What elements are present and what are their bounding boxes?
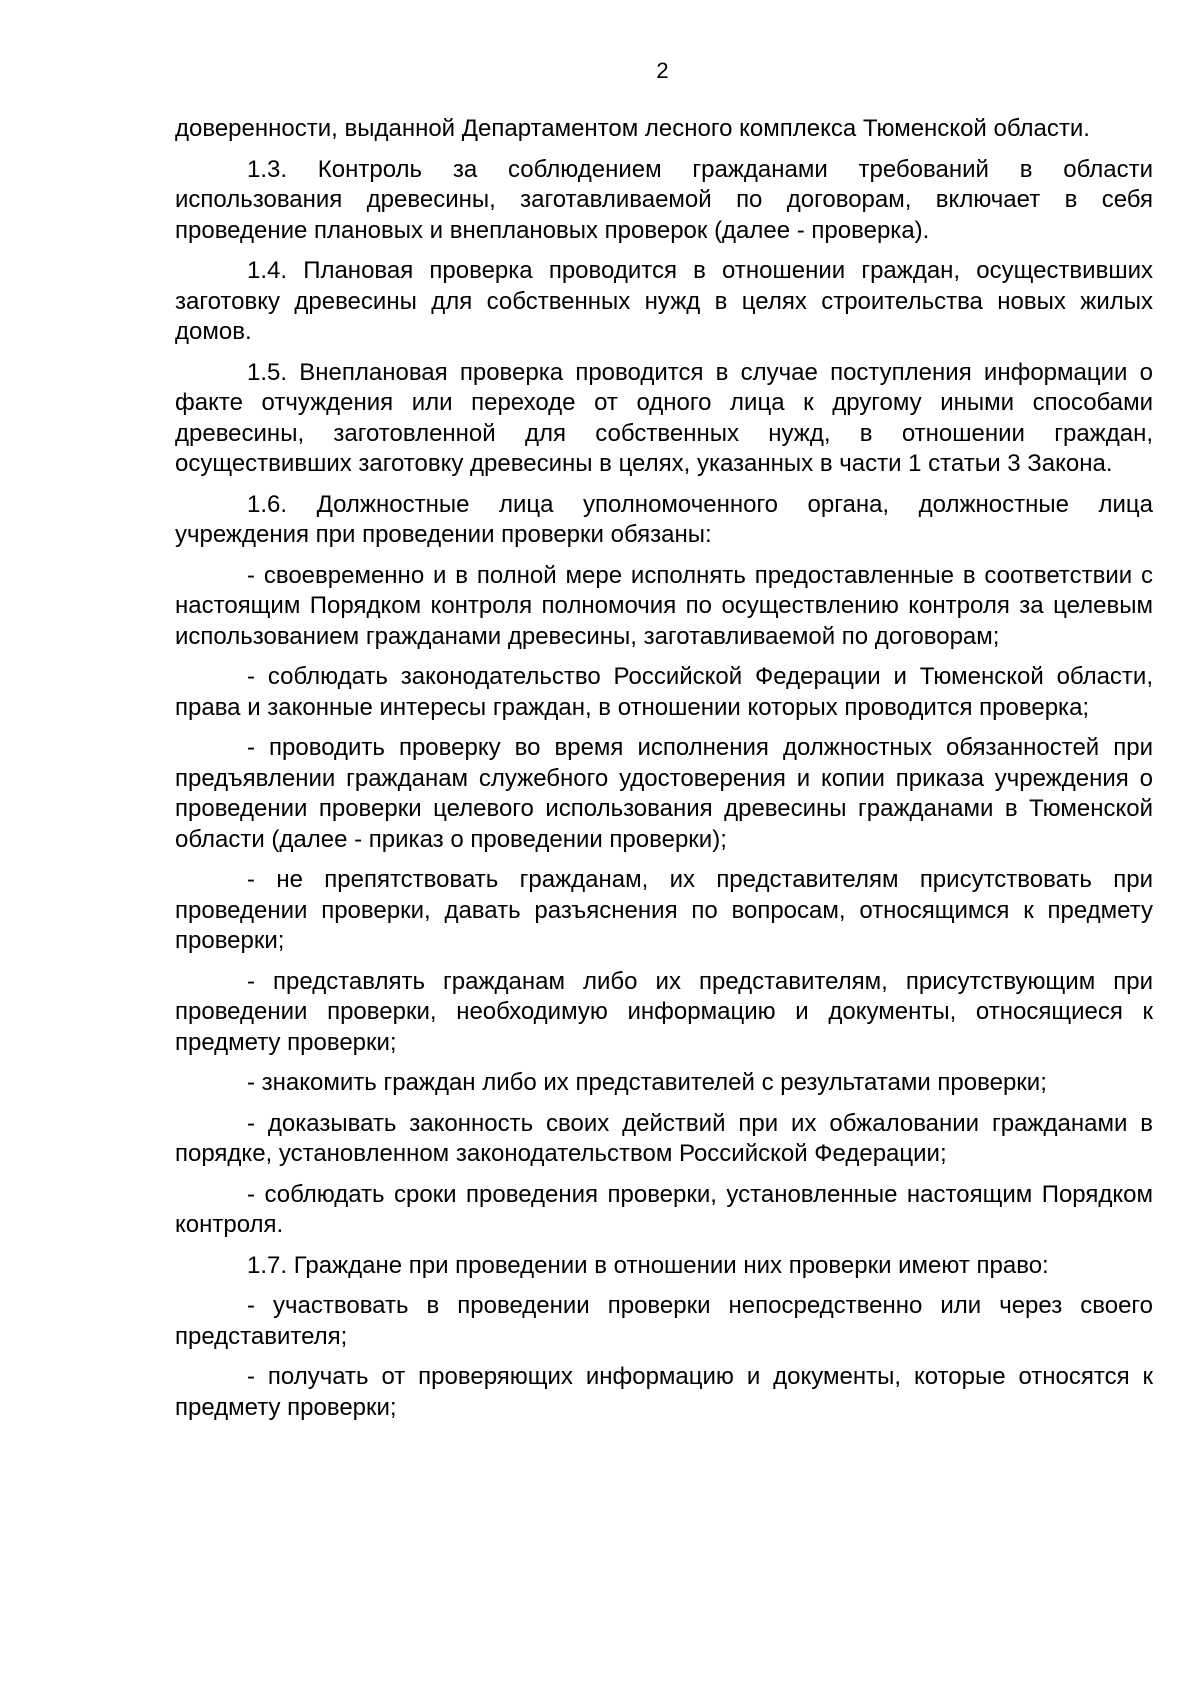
list-item-right: - получать от проверяющих информацию и документы, которые относятся к предмету проверки; xyxy=(175,1363,1153,1421)
list-item-duty: - соблюдать сроки проведения проверки, установленные настоящим Порядком контроля. xyxy=(175,1180,1153,1238)
document-body xyxy=(175,114,1153,1433)
list-item-duty: - проводить проверку во время исполнения должностных обязанностей при предъявлении гражданам служебного удостоверения и копии приказа учреждения о проведении проверки целевого использования древесины гражданами в Тюменской области (далее - приказ о проведении проверки); xyxy=(175,734,1153,853)
paragraph-1-6: 1.6. Должностные лица уполномоченного органа, должностные лица учреждения при проведении проверки обязаны: xyxy=(175,490,1153,548)
paragraph-1-3: 1.3. Контроль за соблюдением гражданами требований в области использования древесины, заготавливаемой по договорам, включает в себя проведение плановых и внеплановых проверок (далее - проверка). xyxy=(175,155,1153,244)
paragraph-1-4: 1.4. Плановая проверка проводится в отношении граждан, осуществивших заготовку древесины для собственных нужд в целях строительства новых жилых домов. xyxy=(175,257,1153,345)
list-item-duty: - представлять гражданам либо их представителям, присутствующим при проведении проверки, необходимую информацию и документы, относящиеся к предмету проверки; xyxy=(175,967,1153,1056)
paragraph-continuation: доверенности, выданной Департаментом лесного комплекса Тюменской области. xyxy=(175,115,1090,142)
list-item-duty: - соблюдать законодательство Российской Федерации и Тюменской области, права и законные интересы граждан, в отношении которых проводится проверка; xyxy=(175,663,1153,721)
paragraph-1-5: 1.5. Внеплановая проверка проводится в случае поступления информации о факте отчуждения или переходе от одного лица к другому иными способами древесины, заготовленной для собственных нужд, в отношении граждан, осуществивших заготовку древесины в целях, указанных в части 1 статьи 3 Закона. xyxy=(175,358,1153,477)
list-item-right: - участвовать в проведении проверки непосредственно или через своего представителя; xyxy=(175,1292,1153,1350)
list-item-duty: - доказывать законность своих действий при их обжаловании гражданами в порядке, установленном законодательством Российской Федерации; xyxy=(175,1109,1153,1167)
paragraph-1-7: 1.7. Граждане при проведении в отношении них проверки имеют право: xyxy=(247,1251,1049,1279)
page-number: 2 xyxy=(656,58,669,83)
list-item-duty: - знакомить граждан либо их представителей с результатами проверки; xyxy=(247,1069,1047,1096)
list-item-duty: - не препятствовать гражданам, их представителям присутствовать при проведении проверки, давать разъяснения по вопросам, относящимся к предмету проверки; xyxy=(175,866,1153,954)
list-item-duty: - своевременно и в полной мере исполнять предоставленные в соответствии с настоящим Порядком контроля полномочия по осуществлению контроля за целевым использованием гражданами древесины, заготавливаемой по договорам; xyxy=(175,561,1153,650)
